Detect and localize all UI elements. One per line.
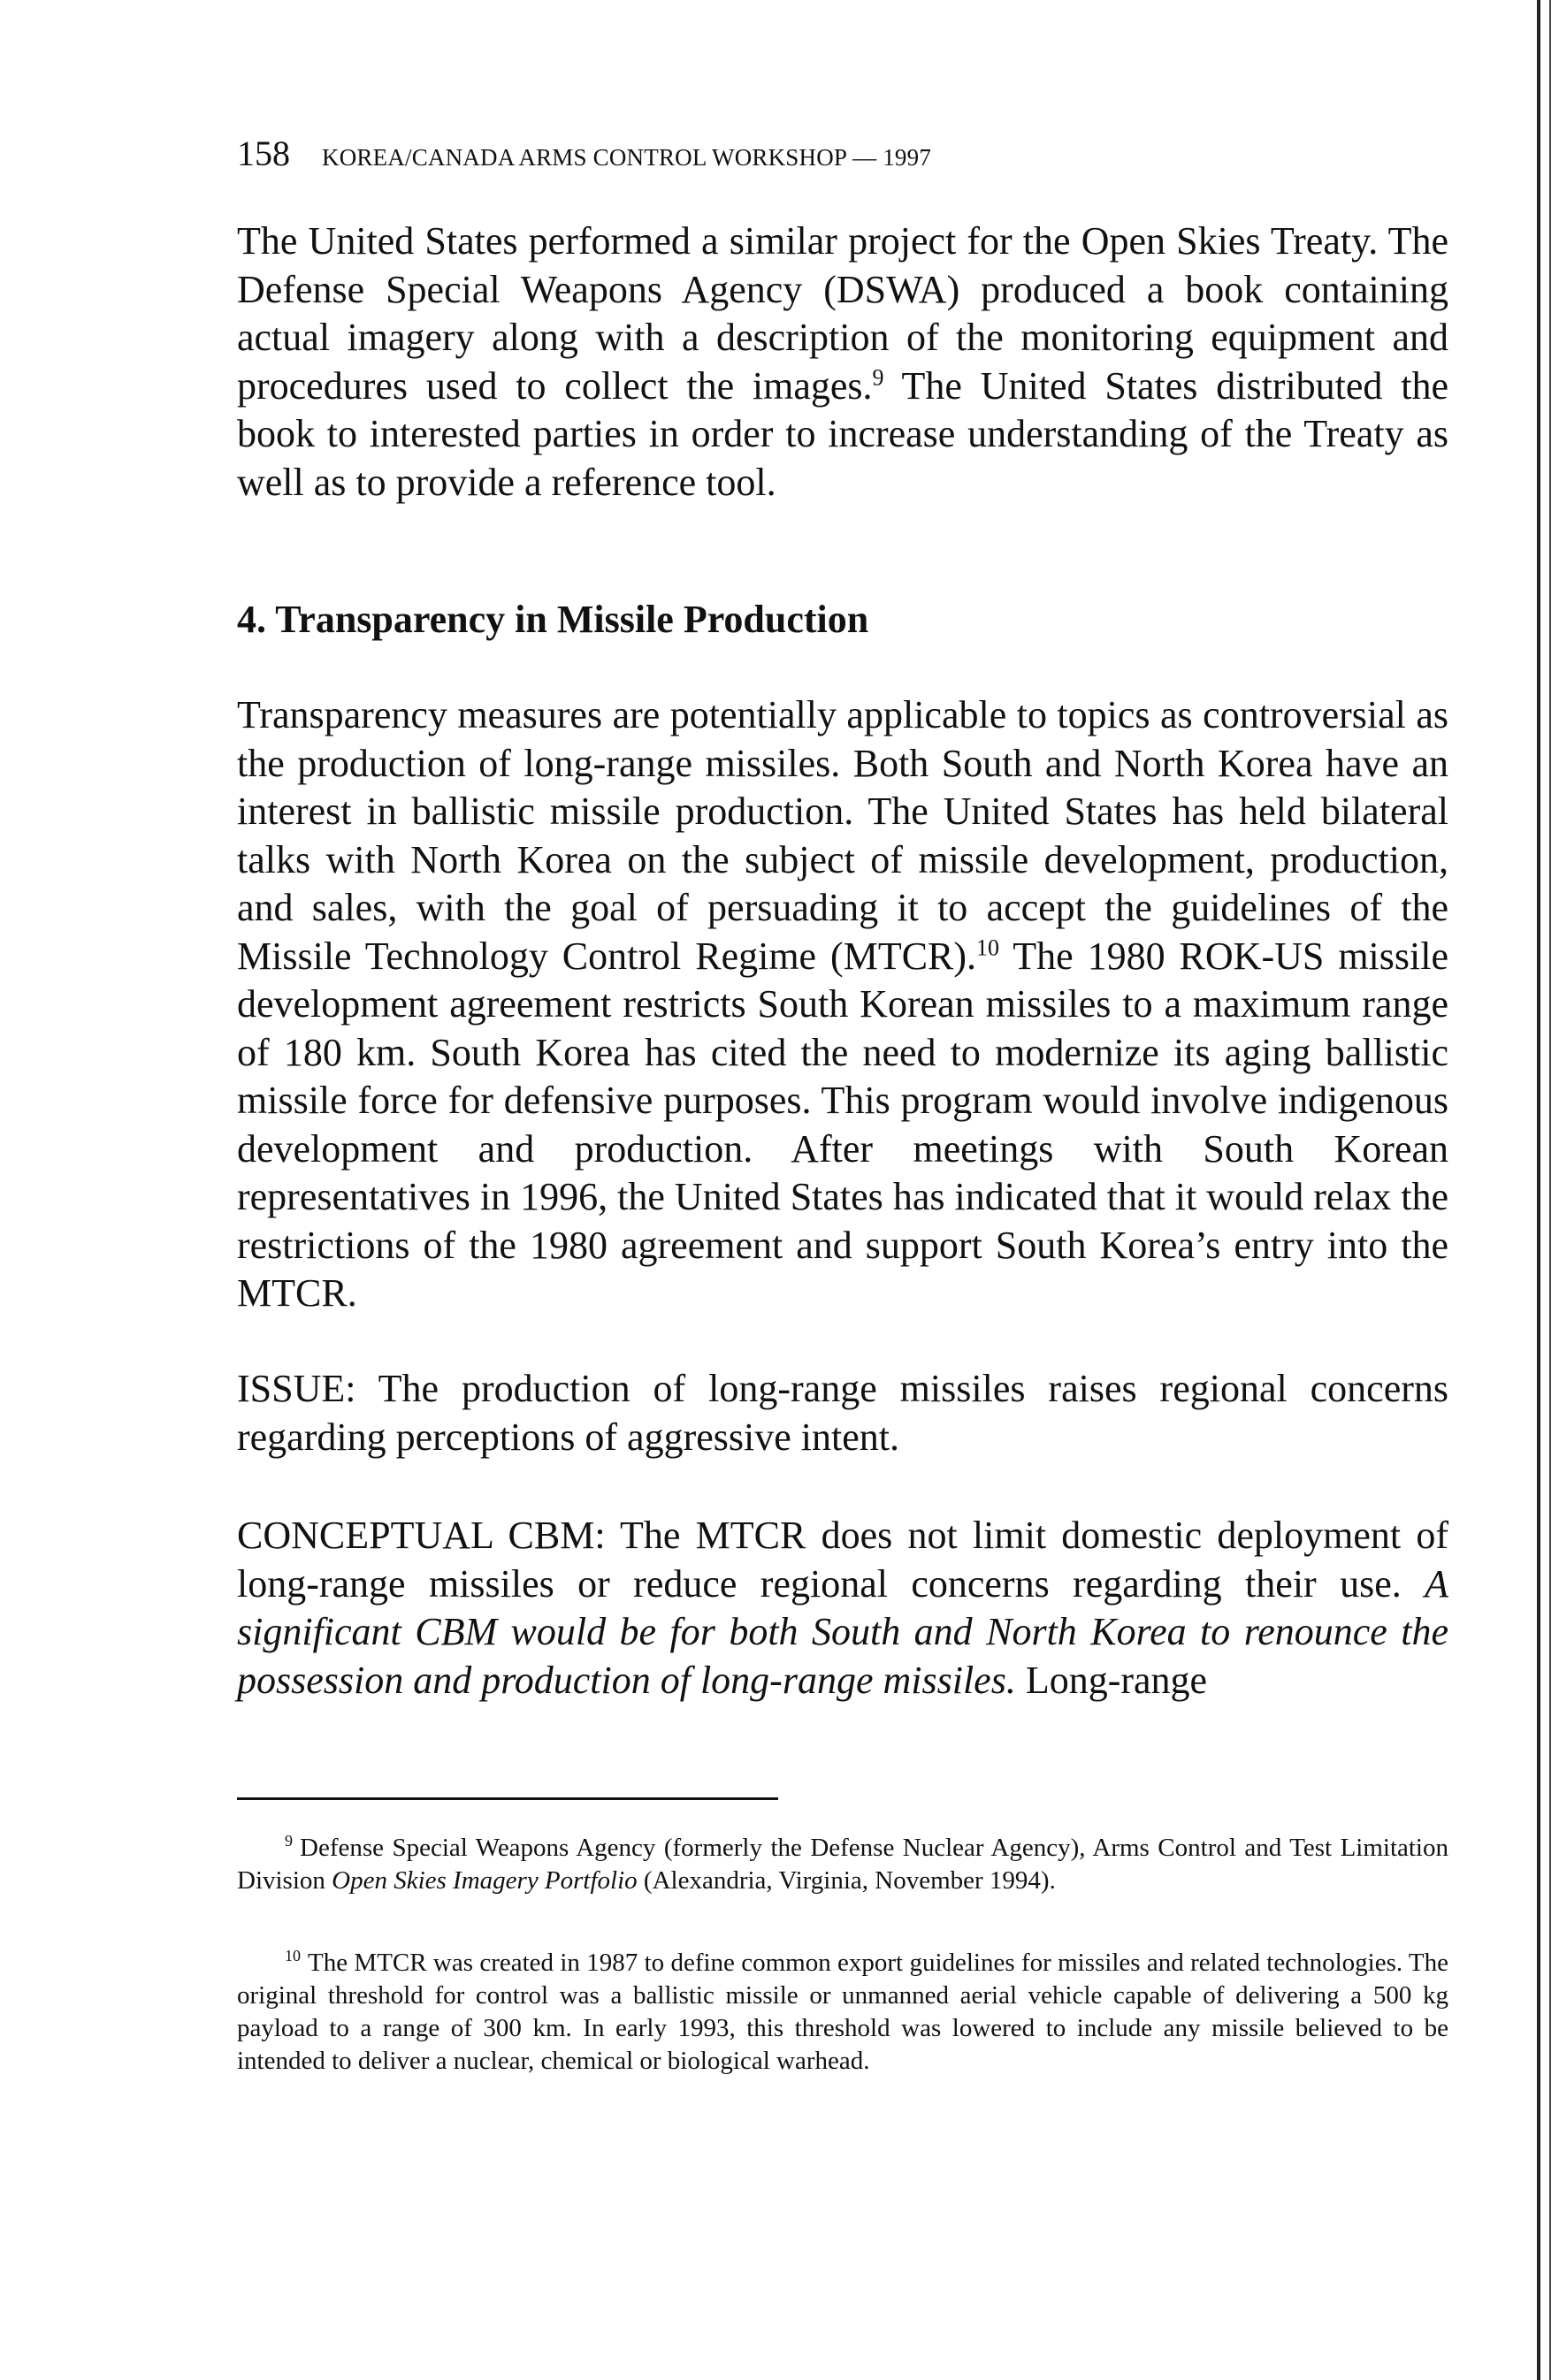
page-edge-line-thin	[1549, 0, 1551, 2380]
cbm-text-continued: Long-range	[1015, 1658, 1208, 1702]
paragraph-text-continued: The United States distributed the book to interested parties in order to increase understanding of the Treaty as well as to provide a reference tool.	[237, 363, 1448, 504]
footnote-mark: 9	[285, 1832, 293, 1850]
issue-text: The production of long-range missiles raises regional concerns regarding perceptions of aggressive intent.	[237, 1367, 1448, 1459]
paragraph-open-skies	[237, 217, 1448, 507]
section-heading: 4. Transparency in Missile Production	[237, 598, 869, 641]
page-edge-line	[1537, 0, 1540, 2380]
footnote-text: Defense Special Weapons Agency (formerly the Defense Nuclear Agency), Arms Control and Test Limitation Division	[237, 1834, 1448, 1895]
cbm-emphasis: A significant CBM would be for both South and North Korea to renounce the possession and production of long-range missiles.	[237, 1561, 1448, 1702]
footnote-divider	[237, 1797, 778, 1800]
footnote-text-continued: (Alexandria, Virginia, November 1994).	[637, 1866, 1056, 1895]
running-header	[237, 133, 1448, 177]
cbm-label: CONCEPTUAL CBM:	[237, 1514, 606, 1557]
cbm-text: The MTCR does not limit domestic deployment of long-range missiles or reduce regional concerns regarding their use.	[237, 1514, 1448, 1606]
footnote-mark: 10	[285, 1947, 301, 1965]
footnote-reference: 10	[976, 934, 1000, 960]
paragraph-conceptual-cbm	[237, 1512, 1448, 1705]
paragraph-missile-production	[237, 691, 1448, 1318]
paragraph-issue	[237, 1365, 1448, 1461]
footnote-reference: 9	[872, 363, 884, 390]
paragraph-text-continued: The 1980 ROK-US missile development agreement restricts South Korean missiles to a maximum range of 180 km. South Korea has cited the need to modernize its aging ballistic missile force for defensive purposes. This program would involve indigenous development and production. After meetings with South Korean representatives in 1996, the United States has indicated that it would relax the restrictions of the 1980 agreement and support South Korea’s entry into the MTCR.	[237, 934, 1448, 1315]
page-number: 158	[237, 133, 290, 173]
footnote-9	[237, 1832, 1448, 1897]
footnote-10	[237, 1947, 1448, 2078]
paragraph-text: Transparency measures are potentially applicable to topics as controversial as the production of long-range missiles. Both South and North Korea have an interest in ballistic missile production. The United States has held bilateral talks with North Korea on the subject of missile development, production, and sales, with the goal of persuading it to accept the guidelines of the Missile Technology Control Regime (MTCR).	[237, 693, 1448, 978]
paragraph-text: The United States performed a similar project for the Open Skies Treaty. The Defense Special Weapons Agency (DSWA) produced a book containing actual imagery along with a description of the monitoring equipment and procedures used to collect the images.	[237, 219, 1448, 408]
footnote-text: The MTCR was created in 1987 to define common export guidelines for missiles and related technologies. The original threshold for control was a ballistic missile or unmanned aerial vehicle capable of delivering a 500 kg payload to a range of 300 km. In early 1993, this threshold was lowered to include any missile believed to be intended to deliver a nuclear, chemical or biological warhead.	[237, 1949, 1448, 2075]
issue-label: ISSUE:	[237, 1367, 356, 1410]
footnote-title: Open Skies Imagery Portfolio	[332, 1866, 638, 1895]
running-title: KOREA/CANADA ARMS CONTROL WORKSHOP — 1997	[322, 144, 932, 171]
